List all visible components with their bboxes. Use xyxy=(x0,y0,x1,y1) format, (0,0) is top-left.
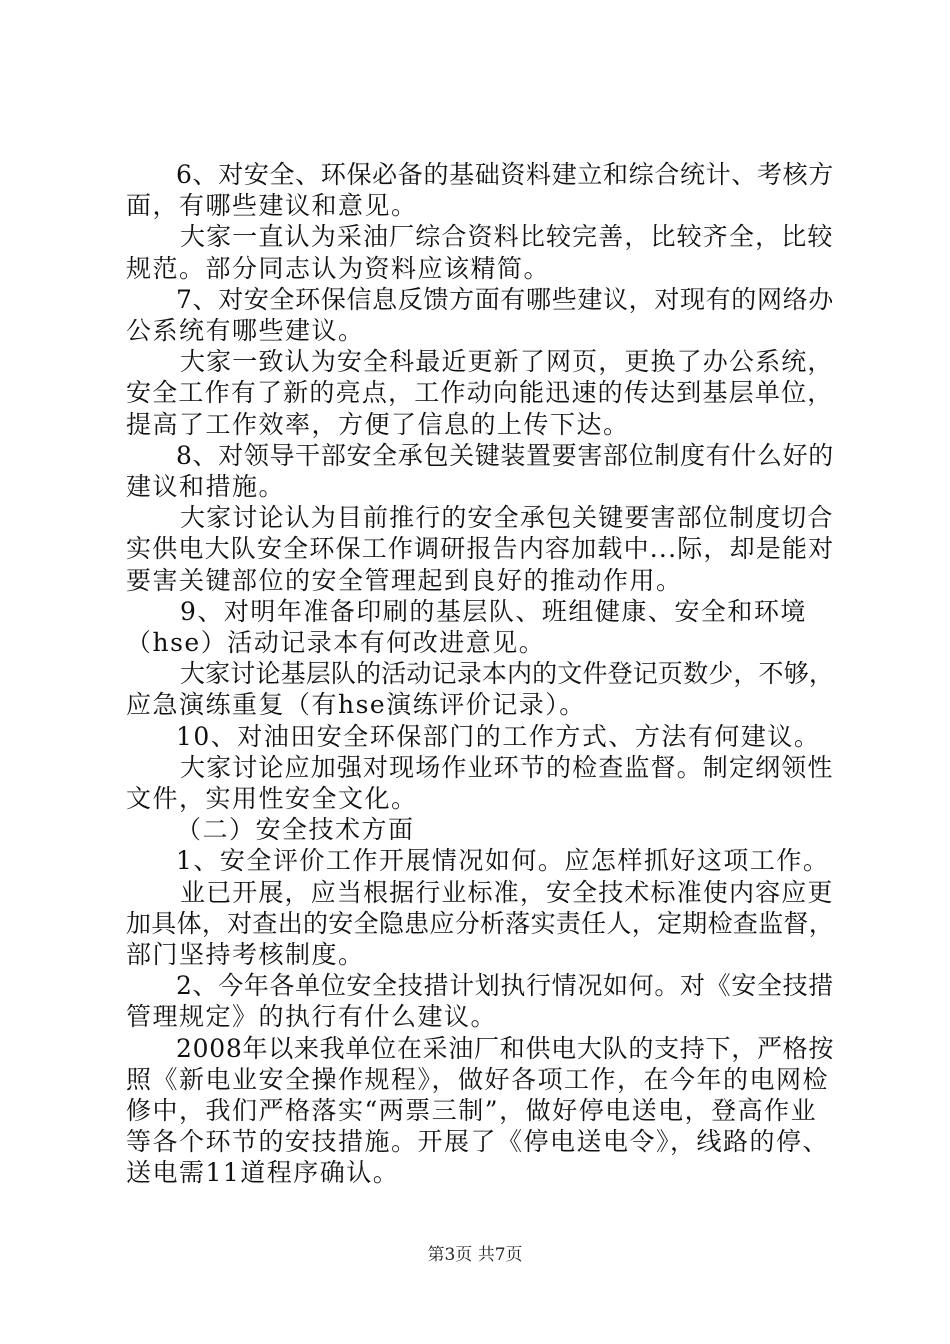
text-line: 大家一致认为安全科最近更新了网页，更换了办公系统， xyxy=(180,347,834,377)
text-line: 送电需11道程序确认。 xyxy=(126,1158,400,1188)
text-line: 2008年以来我单位在采油厂和供电大队的支持下，严格按 xyxy=(176,1033,835,1063)
text-line: 9、对明年准备印刷的基层队、班组健康、安全和环境 xyxy=(180,596,807,626)
text-line: 加具体，对查出的安全隐患应分析落实责任人，定期检查监督， xyxy=(126,908,835,938)
text-line: 大家讨论应加强对现场作业环节的检查监督。制定纲领性 xyxy=(180,752,834,782)
text-line: 修中，我们严格落实“两票三制”，做好停电送电，登高作业 xyxy=(126,1096,818,1125)
text-line: 实供电大队安全环保工作调研报告内容加载中...际，却是能对 xyxy=(126,534,835,564)
text-line: 规范。部分同志认为资料应该精简。 xyxy=(126,253,551,283)
text-line: 7、对安全环保信息反馈方面有哪些建议，对现有的网络办 xyxy=(176,284,834,314)
text-line: 照《新电业安全操作规程》，做好各项工作，在今年的电网检 xyxy=(126,1064,830,1094)
text-line: 2、今年各单位安全技措计划执行情况如何。对《安全技措 xyxy=(176,971,834,1001)
text-line: 业已开展，应当根据行业标准，安全技术标准使内容应更 xyxy=(180,877,834,907)
text-line: 要害关键部位的安全管理起到良好的推动作用。 xyxy=(126,565,683,595)
text-line: 1、安全评价工作开展情况如何。应怎样抓好这项工作。 xyxy=(176,846,830,876)
text-line: 提高了工作效率，方便了信息的上传下达。 xyxy=(126,409,630,439)
text-line: 8、对领导干部安全承包关键装置要害部位制度有什么好的 xyxy=(176,440,834,470)
text-line: （hse）活动记录本有何改进意见。 xyxy=(126,628,546,657)
text-line: 面，有哪些建议和意见。 xyxy=(126,191,418,221)
text-line: 6、对安全、环保必备的基础资料建立和综合统计、考核方 xyxy=(176,160,834,189)
text-line: 应急演练重复（有hse演练评价记录）。 xyxy=(126,690,586,720)
text-line: 安全工作有了新的亮点，工作动向能迅速的传达到基层单位， xyxy=(126,378,834,408)
text-line: 大家讨论认为目前推行的安全承包关键要害部位制度切合 xyxy=(180,503,834,533)
text-line: 文件，实用性安全文化。 xyxy=(126,784,418,813)
page-footer xyxy=(0,1244,950,1266)
text-line: 大家一直认为采油厂综合资料比较完善，比较齐全，比较 xyxy=(180,222,834,252)
page-number: 第3页 共7页 xyxy=(427,1245,523,1265)
text-line: 大家讨论基层队的活动记录本内的文件登记页数少，不够， xyxy=(180,659,835,689)
text-line: 部门坚持考核制度。 xyxy=(126,940,365,969)
text-line: 公系统有哪些建议。 xyxy=(126,316,365,345)
text-line: 等各个环节的安技措施。开展了《停电送电令》，线路的停、 xyxy=(126,1127,830,1157)
text-line: 管理规定》的执行有什么建议。 xyxy=(126,1002,498,1032)
section-heading: （二）安全技术方面 xyxy=(176,815,415,845)
text-line: 10、对油田安全环保部门的工作方式、方法有何建议。 xyxy=(176,721,821,751)
text-line: 建议和措施。 xyxy=(126,472,286,501)
